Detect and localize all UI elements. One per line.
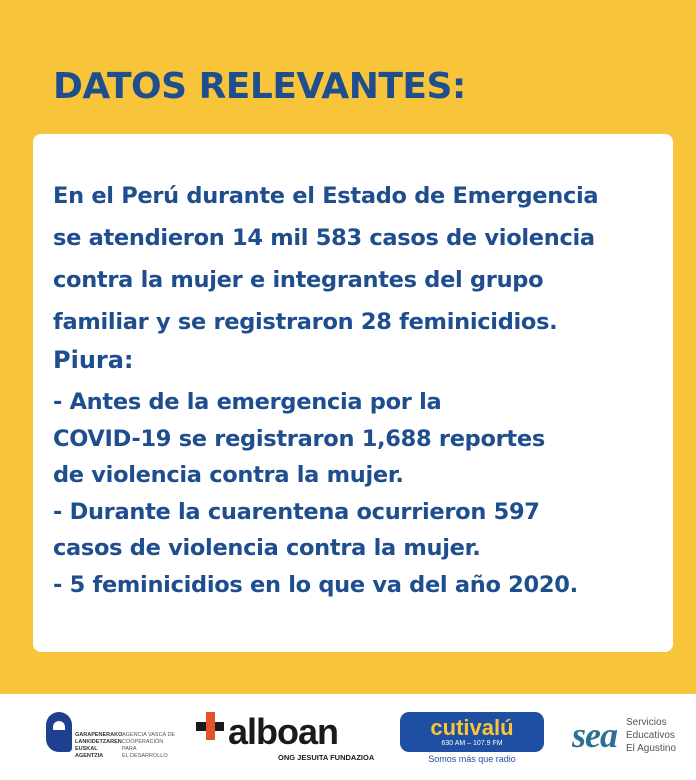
eusko-name: GARAPENERAKO LANKIDETZAREN EUSKAL AGENTZIA <box>75 732 123 759</box>
cutivalu-logo <box>400 712 546 766</box>
cutivalu-frequency: 630 AM – 107.9 FM <box>441 740 503 747</box>
region-line: - 5 feminicidios en lo que va del año 2020. <box>53 571 578 598</box>
national-paragraph <box>53 175 598 343</box>
alboan-logo <box>196 711 375 762</box>
sea-desc: Servicios Educativos El Agustino <box>626 717 677 754</box>
plus-icon-accent <box>206 712 215 740</box>
sea-logo <box>572 714 696 764</box>
intro-line: contra la mujer e integrantes del grupo <box>53 267 544 293</box>
intro-line: se atendieron 14 mil 583 casos de violencia <box>53 225 595 251</box>
region-line: - Durante la cuarentena ocurrieron 597 <box>53 498 540 525</box>
headline: DATOS RELEVANTES: <box>53 66 466 107</box>
region-line: COVID-19 se registraron 1,688 reportes <box>53 425 545 452</box>
region-facts <box>53 384 578 603</box>
intro-line: familiar y se registraron 28 feminicidios. <box>53 309 558 335</box>
cutivalu-slogan: Somos más que radio <box>428 754 516 764</box>
eusko-desc: AGENCIA VASCA DE COOPERACIÓN PARA EL DESARROLLO <box>122 732 176 759</box>
alboan-subtitle: ONG JESUITA FUNDAZIOA <box>278 753 375 762</box>
sea-wordmark: sea <box>572 715 617 755</box>
cutivalu-wordmark: cutivalú <box>430 715 514 740</box>
info-card <box>33 134 673 652</box>
region-line: - Antes de la emergencia por la <box>53 389 442 415</box>
region-line: casos de violencia contra la mujer. <box>53 535 481 561</box>
intro-line: En el Perú durante el Estado de Emergencia <box>53 183 599 209</box>
alboan-wordmark: alboan <box>228 711 339 752</box>
region-line: de violencia contra la mujer. <box>53 462 404 488</box>
e-mark-icon <box>46 712 72 752</box>
region-title: Piura: <box>53 346 134 374</box>
eusko-agency-logo <box>46 710 176 760</box>
